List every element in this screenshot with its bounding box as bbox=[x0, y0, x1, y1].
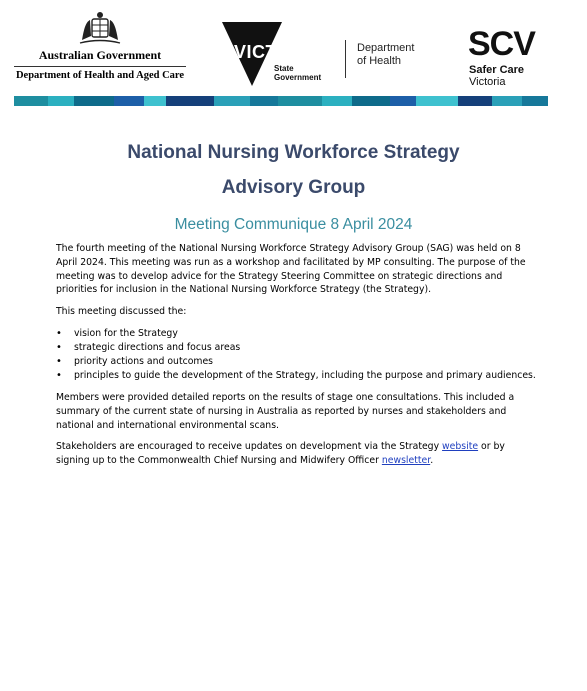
color-bar-segment bbox=[250, 96, 278, 106]
stakeholders-text-mid: or by signing up to the Commonwealth Chief Nursing and Midwifery Officer bbox=[56, 441, 505, 467]
discussed-lead: This meeting discussed the: bbox=[56, 306, 187, 318]
decorative-color-bar bbox=[14, 96, 548, 106]
color-bar-segment bbox=[74, 96, 114, 106]
victoria-state-line1: State bbox=[274, 64, 294, 73]
color-bar-segment bbox=[492, 96, 522, 106]
vic-dept-line2: of Health bbox=[357, 55, 402, 67]
victoria-divider bbox=[345, 40, 346, 78]
color-bar-segment bbox=[114, 96, 144, 106]
scv-name-line1: Safer Care bbox=[469, 64, 525, 76]
australian-government-name: Australian Government bbox=[38, 48, 162, 62]
discussed-list bbox=[56, 327, 536, 383]
coat-of-arms-icon bbox=[76, 10, 124, 46]
safer-care-victoria-logo bbox=[468, 26, 550, 90]
color-bar-segment bbox=[352, 96, 390, 106]
color-bar-segment bbox=[214, 96, 250, 106]
color-bar-segment bbox=[522, 96, 548, 106]
department-of-health-label bbox=[357, 42, 414, 68]
color-bar-segment bbox=[144, 96, 166, 106]
list-item: • vision for the Strategy bbox=[56, 327, 536, 341]
members-paragraph: Members were provided detailed reports on the results of stage one consultations. This included a summary of the current state of nursing in Australia as reported by nurses and stakeholders and national and international environmental scans. bbox=[56, 391, 515, 431]
vic-dept-line1: Department bbox=[357, 42, 415, 54]
victoria-state-line2: Government bbox=[274, 73, 322, 82]
color-bar-segment bbox=[322, 96, 352, 106]
stakeholders-text-pre: Stakeholders are encouraged to receive updates on development via the Strategy bbox=[56, 441, 443, 453]
document-title-line1: National Nursing Workforce Strategy bbox=[127, 142, 460, 163]
victoria-state-label bbox=[274, 64, 321, 82]
intro-paragraph: The fourth meeting of the National Nursing Workforce Strategy Advisory Group (SAG) was held on 8 April 2024. This meeting was run as a workshop and facilitated by MP consulting. The purpose of the meeting was to develop advice for the Strategy Steering Committee on strategic directions and priorities for inclusion in the National Nursing Workforce Strategy (the Strategy). bbox=[56, 243, 526, 296]
color-bar-segment bbox=[390, 96, 416, 106]
newsletter-link[interactable]: newsletter bbox=[381, 455, 431, 467]
scv-name-line2: Victoria bbox=[469, 76, 506, 88]
australian-government-logo bbox=[14, 10, 186, 88]
stakeholders-text-post: . bbox=[430, 455, 434, 467]
victoria-wordmark: VICTORIA bbox=[234, 42, 324, 62]
document-body bbox=[56, 242, 536, 476]
color-bar-segment bbox=[14, 96, 48, 106]
color-bar-segment bbox=[278, 96, 322, 106]
document-title-line2: Advisory Group bbox=[221, 177, 366, 198]
color-bar-segment bbox=[458, 96, 492, 106]
victoria-government-logo bbox=[222, 22, 334, 86]
color-bar-segment bbox=[416, 96, 458, 106]
list-item: • priority actions and outcomes bbox=[56, 355, 536, 369]
list-item: • strategic directions and focus areas bbox=[56, 341, 536, 355]
stakeholders-paragraph bbox=[56, 440, 536, 468]
color-bar-segment bbox=[166, 96, 214, 106]
department-health-aged-care: Department of Health and Aged Care bbox=[15, 70, 185, 81]
document-subtitle: Meeting Communique 8 April 2024 bbox=[174, 216, 413, 233]
scv-mark: SCV bbox=[468, 25, 535, 63]
logo-divider bbox=[14, 66, 186, 67]
website-link[interactable]: website bbox=[442, 441, 479, 453]
color-bar-segment bbox=[48, 96, 74, 106]
list-item: • principles to guide the development of the Strategy, including the purpose and primary audiences. bbox=[56, 369, 536, 383]
